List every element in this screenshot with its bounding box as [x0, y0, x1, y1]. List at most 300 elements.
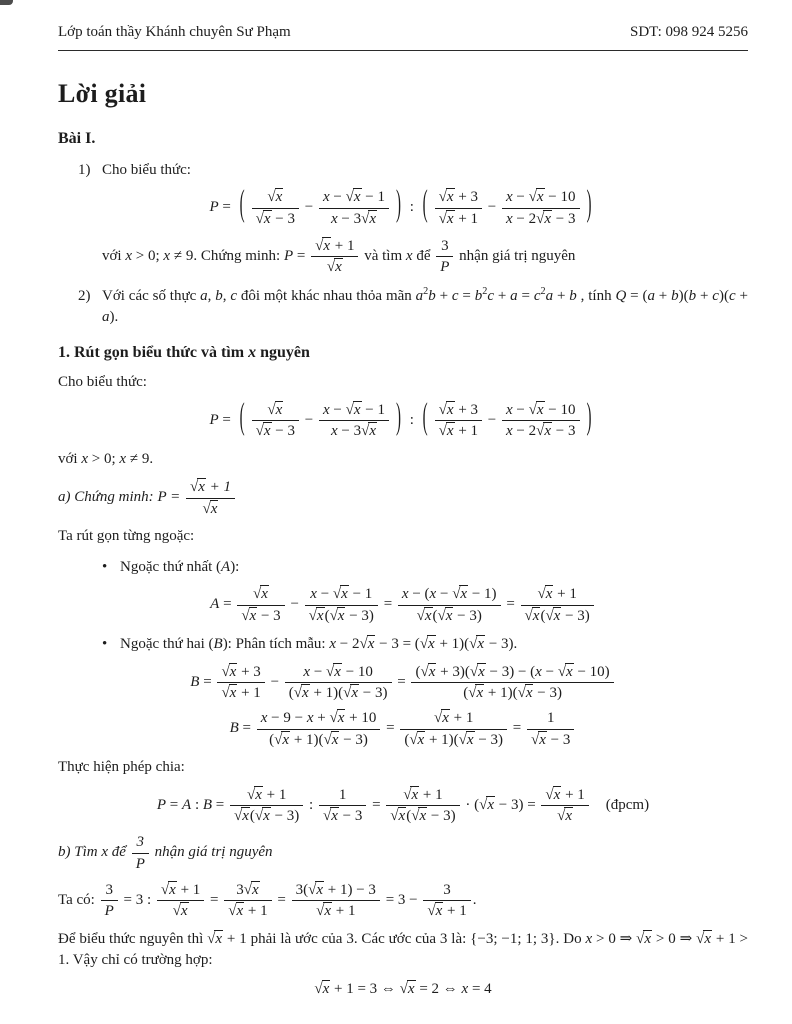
math-token: √: [416, 607, 425, 624]
math-token: x: [322, 402, 330, 418]
math-token: x: [316, 607, 324, 624]
math-token: √x + 1: [438, 210, 479, 227]
sqrt-expression: [267, 189, 283, 205]
math-token: [350, 684, 359, 701]
math-token: x − 2√x − 3: [506, 423, 576, 440]
fraction: [305, 585, 378, 625]
math-token: √: [528, 189, 537, 206]
math-token: a: [647, 287, 655, 304]
math-token: √x − 3: [255, 210, 295, 227]
sqrt-expression: [274, 732, 290, 748]
sqrt-expression: [316, 903, 332, 919]
math-token: √: [234, 808, 243, 825]
math-token: √: [438, 423, 447, 440]
math-token: a: [545, 287, 554, 304]
sqrt-expression: [253, 586, 269, 602]
math-token: √: [255, 423, 264, 440]
math-token: x: [163, 248, 171, 265]
roman-text: Ta có:: [58, 892, 99, 909]
math-token: b: [428, 287, 436, 304]
sqrt-expression: [330, 608, 346, 624]
math-token: 3(√x + 1) − 3: [292, 881, 380, 901]
sqrt-expression: [314, 981, 330, 997]
math-token: x: [429, 586, 437, 603]
roman-text: Ngoặc thứ nhất (: [120, 558, 222, 575]
math-token: x: [565, 808, 573, 825]
math-token: [565, 663, 574, 680]
math-token: [210, 500, 219, 517]
math-token: P: [283, 248, 294, 265]
math-token: [368, 210, 377, 227]
math-token: [322, 237, 331, 254]
math-token: x: [476, 685, 484, 702]
math-token: √: [479, 796, 488, 813]
math-token: a: [102, 309, 110, 326]
math-token: c: [451, 287, 459, 304]
math-token: c: [712, 287, 719, 304]
math-token: √: [537, 586, 546, 603]
math-token: [353, 401, 362, 418]
math-token: [410, 786, 419, 803]
math-token: √: [361, 210, 370, 227]
math-token: x: [398, 808, 406, 825]
math-token: x: [487, 796, 494, 813]
math-token: √: [468, 685, 477, 702]
list-item-1: [58, 160, 748, 182]
math-token: √: [545, 786, 554, 803]
math-token: [368, 422, 377, 439]
math-token: x: [331, 808, 338, 825]
roman-text: a) Chứng minh:: [58, 489, 158, 506]
sqrt-expression: [309, 608, 325, 624]
list-item-text: Với các số thực a, b, c đôi một khác nhau thỏa mãn $a^2b + c = b^2c + a = c^2a + b$ , tính Q = (a + b)(b + c)(c + a).: [102, 285, 748, 326]
integer-argument: Để biểu thức nguyên thì √x + 1 phải là ước của 3. Các ước của 3 là: {−3; −1; 1; 3}. Do x > 0 ⇒ √x > 0 ⇒ √x + 1 > 1. Vậy chỉ có trường hợp:: [58, 930, 749, 969]
math-token: x: [446, 423, 454, 440]
math-token: [441, 709, 450, 726]
math-token: x: [330, 210, 338, 227]
math-token: x: [324, 903, 331, 920]
math-token: 3: [101, 881, 118, 901]
fraction: [435, 188, 482, 228]
math-token: x: [535, 663, 542, 680]
math-token: √: [531, 731, 540, 748]
math-token: x: [263, 423, 271, 440]
math-token: √: [254, 808, 264, 825]
big-paren: (: [239, 397, 245, 438]
math-token: 1: [319, 786, 366, 806]
math-token: √x + 1: [316, 903, 356, 920]
math-token: √: [202, 500, 211, 517]
math-token: [101, 901, 118, 920]
page-title: Lời giải: [58, 78, 147, 108]
math-token: (√x + 3)(√x − 3) − (x − √x − 10): [411, 663, 613, 683]
fraction: [292, 881, 380, 921]
math-token: b: [215, 287, 223, 304]
math-token: √: [221, 663, 230, 680]
math-token: x: [704, 930, 711, 947]
sqrt-expression: [696, 931, 712, 947]
math-token: x: [125, 248, 133, 265]
math-token: √x − 3: [531, 731, 571, 748]
math-token: [229, 663, 238, 680]
math-token: x: [323, 237, 331, 254]
math-token: [417, 731, 426, 748]
sqrt-expression: [439, 189, 455, 205]
math-token: √: [452, 586, 461, 603]
math-token: [262, 807, 271, 824]
math-token: x − √x − 1: [319, 401, 389, 421]
math-token: [446, 188, 455, 205]
math-token: √x + 1: [228, 903, 268, 920]
sqrt-expression: [173, 903, 189, 919]
math-token: x: [460, 586, 468, 603]
bullet-text: Ngoặc thứ hai (B): Phân tích mẫu: x − 2√x − 3 = (√x + 1)(√x − 3).: [120, 636, 518, 653]
math-token: x: [401, 586, 409, 603]
math-token: √x − 3: [322, 808, 363, 825]
scan-artifact: [0, 0, 13, 5]
math-token: [446, 210, 455, 227]
fraction: [319, 786, 366, 826]
sqrt-expression: [420, 636, 436, 652]
sqrt-expression: [343, 685, 359, 701]
math-token: B: [190, 674, 200, 691]
math-token: √: [329, 607, 338, 624]
math-token: [536, 401, 545, 418]
big-paren: ): [395, 397, 401, 438]
math-token: √: [528, 402, 537, 418]
sqrt-expression: [346, 402, 362, 418]
math-token: √: [419, 636, 429, 653]
sqrt-expression: [361, 423, 377, 439]
math-token: [541, 806, 588, 825]
math-token: √: [427, 903, 436, 920]
math-token: x: [119, 450, 127, 467]
math-token: √: [536, 423, 545, 440]
math-token: √: [403, 786, 412, 803]
big-paren: (: [239, 185, 245, 226]
sqrt-expression: [361, 211, 377, 227]
math-token: √: [207, 930, 216, 947]
math-token: x − 3√x: [330, 423, 376, 440]
math-token: x: [180, 903, 188, 920]
math-token: √x(√x − 3): [234, 808, 300, 825]
math-token: x: [263, 210, 271, 227]
math-token: √: [359, 636, 368, 653]
sqrt-expression: [327, 259, 343, 275]
math-token: √: [411, 808, 420, 825]
page-header: [58, 0, 748, 51]
roman-text: và tìm: [360, 248, 406, 265]
fraction: [436, 237, 453, 277]
math-token: √: [332, 586, 342, 603]
sqrt-expression: [234, 808, 250, 824]
math-token: √: [420, 663, 429, 680]
fraction: [502, 401, 580, 441]
math-token: √x + 1: [157, 881, 204, 901]
math-token: x: [369, 210, 376, 227]
sqrt-expression: [427, 903, 443, 919]
math-token: [311, 257, 358, 276]
roman-text: Để biểu thức nguyên thì: [58, 930, 208, 947]
sqrt-expression: [558, 664, 574, 680]
math-token: √: [469, 636, 478, 653]
big-paren: ): [586, 397, 592, 438]
formula-P-result: P = A : B = $\frac{√x + 1}{√x(√x - 3)}$ : $\frac{1}{√x - 3}$ = $\frac{√x + 1}{√x(√x - 3)}$ · (√x − 3) = $\frac{√x + 1}{√x}$ (đpcm): [156, 786, 650, 825]
fraction: [311, 237, 358, 277]
math-token: [214, 930, 223, 947]
roman-text: phải là ước của 3. Các ước của 3 là:: [246, 930, 471, 947]
math-token: x: [306, 710, 314, 727]
math-token: x: [282, 731, 290, 748]
math-token: x: [369, 423, 376, 440]
math-token: √x + 3: [435, 401, 482, 421]
sqrt-expression: [203, 501, 219, 517]
math-token: [229, 684, 238, 701]
roman-text: (đpcm): [590, 796, 650, 813]
fraction: [319, 188, 389, 228]
list-item-2: [58, 286, 748, 330]
math-token: x: [353, 402, 361, 418]
roman-text: với: [102, 248, 126, 265]
math-token: [260, 585, 269, 602]
math-token: [545, 585, 554, 602]
fraction: [319, 401, 389, 441]
math-token: x: [322, 981, 330, 997]
math-token: A: [221, 558, 231, 575]
sqrt-expression: [470, 664, 486, 680]
math-token: b: [569, 287, 577, 304]
math-token: x: [477, 636, 485, 653]
math-token: √: [696, 930, 705, 947]
math-token: √: [160, 881, 170, 898]
math-token: [459, 585, 468, 602]
roman-text: với: [58, 450, 82, 467]
math-token: b: [671, 287, 679, 304]
math-token: [436, 257, 453, 276]
math-token: x: [353, 189, 361, 206]
math-token: 3: [132, 833, 149, 853]
math-token: x: [275, 189, 283, 206]
math-token: [466, 731, 475, 748]
math-token: c: [728, 287, 736, 304]
math-token: [553, 786, 562, 803]
math-token: [275, 188, 284, 205]
math-token: x: [351, 685, 359, 702]
math-token: x: [566, 663, 573, 680]
math-token: [331, 731, 340, 748]
fraction: [521, 585, 594, 625]
sqrt-expression: [536, 423, 552, 439]
math-token: x: [303, 663, 311, 680]
math-token: x: [302, 685, 309, 702]
math-token: √: [246, 786, 256, 803]
math-token: [254, 786, 263, 803]
roman-text: nguyên: [256, 344, 310, 362]
math-token: [334, 258, 343, 275]
math-token: x: [251, 881, 259, 898]
sqrt-expression: [228, 903, 244, 919]
math-token: √: [329, 710, 338, 727]
sqrt-expression: [324, 732, 340, 748]
math-token: x: [249, 607, 257, 624]
math-token: x: [81, 450, 89, 467]
fraction: [186, 478, 235, 518]
formula-B-step2: B = $\frac{x - 9 - x + √x + 10}{(√x + 1)(√x - 3)}$ = $\frac{√x + 1}{(√x + 1)(√x - 3)}$ = $\frac{1}{√x - 3}$: [58, 709, 748, 749]
sqrt-expression: [452, 586, 468, 602]
math-token: [476, 635, 485, 652]
bullet-icon: •: [102, 636, 108, 653]
math-token: x: [337, 607, 345, 624]
problem-heading: Bài I.: [58, 130, 96, 148]
formula-final: √x + 1 = 3 ⇔ √x = 2 ⇔ x = 4: [314, 981, 492, 997]
math-token: √: [316, 903, 325, 920]
roman-text: Ngoặc thứ hai (: [120, 636, 214, 653]
math-token: x: [242, 808, 249, 825]
math-token: [353, 188, 362, 205]
math-token: A: [182, 796, 192, 813]
math-token: [446, 401, 455, 418]
formula-A: A = $\frac{√x}{√x - 3}$ − $\frac{x - √x - 1}{√x(√x - 3)}$ = $\frac{x - (x - √x - 1)}{√x(√x - 3)}$ = $\frac{√x + 1}{√x(√x - 3)}$: [58, 585, 748, 625]
roman-text: nhận giá trị nguyên: [455, 248, 576, 265]
fraction: [157, 881, 204, 921]
math-token: [323, 902, 332, 919]
math-token: x: [169, 881, 176, 898]
roman-text: 1. Rút gọn biểu thức và tìm: [58, 344, 249, 362]
math-token: x: [539, 731, 546, 748]
roman-text: ):: [230, 558, 240, 575]
math-token: [275, 401, 284, 418]
math-token: [322, 980, 331, 997]
math-token: √: [241, 607, 250, 624]
math-token: √x + 1: [438, 423, 479, 440]
math-token: √x + 1: [541, 786, 588, 806]
fraction: [400, 709, 507, 749]
math-token: c: [533, 287, 541, 304]
math-token: x: [536, 402, 544, 418]
math-token: [132, 854, 149, 873]
part-b-heading: [58, 833, 748, 873]
header-class-name: Lớp toán thầy Khánh chuyên Sư Phạm: [58, 24, 291, 40]
math-token: [168, 881, 177, 898]
math-token: P: [104, 903, 114, 920]
math-token: x: [367, 636, 375, 653]
math-token: x: [341, 586, 348, 603]
math-token: x: [275, 402, 283, 418]
roman-text: để: [412, 248, 435, 265]
math-token: x: [322, 189, 330, 206]
math-token: [418, 807, 427, 824]
math-token: x: [445, 607, 453, 624]
math-token: [263, 422, 272, 439]
math-token: (√x + 1)(√x − 3): [269, 731, 368, 748]
math-token: a: [510, 287, 518, 304]
roman-text: .: [472, 892, 477, 909]
sqrt-expression: [529, 402, 545, 418]
sqrt-expression: [531, 732, 547, 748]
math-token: x: [260, 710, 268, 727]
intro-line: Cho biểu thức:: [58, 374, 147, 391]
math-token: x: [316, 881, 324, 898]
math-token: √: [536, 210, 545, 227]
math-token: √: [399, 981, 408, 997]
math-token: √: [390, 808, 399, 825]
math-token: x − √x − 10: [285, 663, 392, 683]
math-token: √: [438, 402, 447, 418]
math-token: x: [553, 786, 561, 803]
sqrt-expression: [255, 808, 271, 824]
math-token: x: [248, 344, 257, 362]
math-token: √: [636, 930, 645, 947]
math-token: [703, 930, 712, 947]
math-token: x: [506, 210, 513, 227]
math-token: x: [644, 930, 652, 947]
math-token: √: [315, 237, 324, 254]
math-token: B: [229, 720, 239, 737]
math-token: [301, 684, 310, 701]
math-token: [532, 607, 541, 624]
fraction: [398, 585, 501, 625]
math-token: x: [330, 423, 338, 440]
math-token: √x(√x − 3): [308, 607, 374, 624]
math-token: √: [228, 903, 237, 920]
sqrt-expression: [403, 787, 419, 803]
math-token: x: [478, 663, 485, 680]
math-token: x: [405, 248, 413, 265]
math-token: [424, 607, 433, 624]
math-token: x − √x − 1: [305, 585, 378, 605]
math-token: [486, 796, 495, 813]
big-paren: ): [395, 185, 401, 226]
sqrt-expression: [267, 402, 283, 418]
math-token: [477, 663, 486, 680]
math-token: [367, 635, 376, 652]
roman-text: nhận giá trị nguyên: [150, 844, 273, 861]
math-token: [398, 807, 407, 824]
sqrt-expression: [636, 931, 652, 947]
math-token: [446, 422, 455, 439]
fraction: [386, 786, 459, 826]
math-token: √: [557, 808, 566, 825]
math-token: P: [157, 489, 167, 506]
roman-text: .: [513, 636, 518, 653]
fraction: [252, 401, 299, 441]
sqrt-expression: [326, 664, 342, 680]
math-token: [236, 902, 245, 919]
math-token: √: [345, 189, 354, 206]
math-token: x: [466, 731, 474, 748]
math-token: x: [446, 402, 454, 418]
math-token: (√x + 1)(√x − 3): [288, 685, 388, 702]
sqrt-expression: [434, 710, 450, 726]
math-token: [525, 684, 534, 701]
math-token: √x − 3: [255, 423, 295, 440]
sqrt-expression: [390, 808, 406, 824]
math-token: √: [253, 586, 262, 603]
math-token: x: [334, 663, 341, 680]
math-token: x: [585, 930, 593, 947]
math-token: c: [230, 287, 238, 304]
list-item-text: Cho biểu thức:: [102, 161, 191, 178]
math-token: [315, 881, 324, 898]
math-token: √: [345, 402, 354, 418]
math-token: [237, 585, 284, 605]
math-token: (√x + 1)(√x − 3): [463, 685, 562, 702]
sqrt-expression: [256, 423, 272, 439]
roman-text: . Vậy chỉ có trường hợp:: [65, 952, 213, 969]
sqrt-expression: [537, 586, 553, 602]
math-token: √x − 3: [241, 607, 281, 624]
roman-text: .: [149, 450, 154, 467]
